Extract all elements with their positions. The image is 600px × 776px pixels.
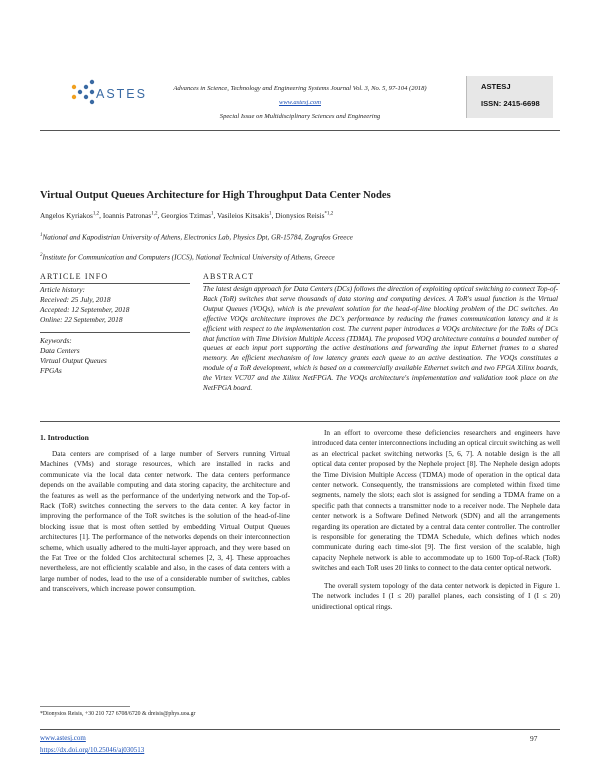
author-affiliation: 1,2 [92, 211, 100, 217]
abstract-rule [203, 283, 560, 284]
author-affiliation: 1 [269, 211, 272, 217]
journal-abbrev: ASTESJ [481, 82, 511, 91]
author-list: Angelos Kyriakos$^{1,2}$, Ioannis Patronas$^{1,2}$, Georgios Tzimas$^1$, Vasileios Kitsakis$^1$, Dionysios Reisis$^{*1,2}$ [40, 211, 334, 220]
footer-url-link[interactable]: www.astesj.com [40, 734, 86, 742]
author-name: Angelos Kyriakos [40, 211, 93, 220]
keyword: Virtual Output Queues [40, 356, 107, 365]
article-info-rule [40, 283, 190, 284]
abstract-text: The latest design approach for Data Centers (DCs) follows the direction of exploiting optical switching to connect Top-of-Rack (ToR) switches that serve thousands of data storing and computing devices. A ToR's usual function is the Virtual Output Queues (VOQs), which is the prevalent solution for the head-of-line blocking problem of the DC switches. An effective VOQs architecture improves the DC's performance by reducing the frames communication latency and it is efficient with respect to the implementation cost. The current paper introduces a VOQs architecture for the ToRs of DCs that function with Time Division Multiple Access (TDMA). The proposed VOQ architecture contains a bounded number of queues at each input port supporting the active destinations and forwarding the input Ethernet frames to a shared memory. An efficient mechanism of low latency grants each queue to an active destination. The VOQs constitutes a module of a ToR development, which is based on a commercially available Ethernet switch and two FPGA Xilinx boards, the Virtex VC707 and the Xilinx NetFPGA. The VOQs architecture's implementation and validation took place on the NetFPGA board. [203, 285, 558, 393]
header-rule [40, 130, 560, 131]
accepted-date: Accepted: 12 September, 2018 [40, 305, 130, 314]
corresponding-author-footnote: *Dionysios Reisis, +30 210 727 6708/6720 & dreisis@phys.uoa.gr [40, 711, 196, 717]
section-heading-introduction: 1. Introduction [40, 433, 89, 442]
journal-url-link[interactable]: www.astesj.com [278, 99, 321, 106]
history-label: Article history: [40, 285, 85, 294]
keywords-block [40, 336, 188, 376]
affiliation-2: $^2$Institute for Communication and Computers (ICCS), National Technical University of Athens, Greece [40, 253, 335, 262]
journal-header [150, 82, 450, 124]
author-name: Ioannis Patronas [102, 211, 152, 220]
issn: ISSN: 2415-6698 [481, 99, 540, 108]
doi-link[interactable]: https://dx.doi.org/10.25046/aj030513 [40, 746, 145, 754]
logo-text: ASTES [96, 87, 147, 101]
author-affiliation: 1 [210, 211, 214, 217]
keywords-label: Keywords: [40, 336, 72, 345]
online-date: Online: 22 September, 2018 [40, 315, 123, 324]
body-paragraph: In an effort to overcome these deficiencies researchers and engineers have introduced data center interconnections including an optical circuit switching as well as an electrical packet switching networks [5, 6, 7]. A notable design is the all optical data center proposed by the Nephele project [8]. The Nephele design adopts the Time Division Multiple Access (TDMA) mode of operation in the optical data center network. Consequently, the transmissions are completed within fixed time segments, namely the slots; each slot is assigned for sending a TDMA frame on a specific path that connects a transmitter node to a receiver node. The Nephele data center network is a Software Defined Network (SDN) and all the arrangements regarding its operation are dictated by a central data center controller. The controller is responsible for generating the TDMA Schedule, which defines which nodes communicate during each time-slot [9]. The first version of the scalable, high capacity Nephele network is able to accommodate up to 1600 Top-of-Rack (ToR) switches and each ToR uses 20 links to connect to the data center optical network. [312, 428, 560, 573]
footnote-rule [40, 706, 130, 707]
author-name: Vasileios Kitsakis [216, 211, 270, 220]
abstract-bottom-rule [40, 421, 560, 422]
abstract-heading: ABSTRACT [203, 272, 255, 281]
author-affiliation: 1,2 [151, 211, 158, 217]
received-date: Received: 25 July, 2018 [40, 295, 111, 304]
author-name: Dionysios Reisis [275, 211, 325, 220]
paper-title: Virtual Output Queues Architecture for High Throughput Data Center Nodes [40, 190, 391, 201]
body-paragraph: The overall system topology of the data center network is depicted in Figure 1. The network includes I (I ≤ 20) parallel planes, each consisting of I (I ≤ 20) unidirectional optical rings. [312, 580, 560, 611]
journal-line: Advances in Science, Technology and Engineering Systems Journal Vol. 3, No. 5, 97-104 (2018) [173, 85, 427, 92]
article-info-heading: ARTICLE INFO [40, 272, 109, 281]
issn-box [466, 76, 553, 118]
footer-rule [40, 729, 560, 730]
keyword: FPGAs [40, 366, 62, 375]
author-affiliation: *1,2 [324, 211, 334, 217]
article-history [40, 285, 188, 325]
keywords-rule [40, 332, 190, 333]
keyword: Data Centers [40, 346, 80, 355]
affiliation-1: $^1$National and Kapodistrian University of Athens, Electronics Lab, Physics Dpt, GR-15784, Zografos Greece [40, 233, 353, 242]
left-column [40, 449, 290, 595]
right-column [312, 428, 560, 612]
special-issue: Special Issue on Multidisciplinary Sciences and Engineering [219, 113, 381, 120]
author-name: Georgios Tzimas [161, 211, 211, 220]
page-number: 97 [530, 734, 538, 743]
body-paragraph: Data centers are comprised of a large number of Servers running Virtual Machines (VMs) and storage resources, which are installed in racks and communicate via the local data center network. The data centers performance depends on the available computing and data storing capacity, the architecture and the features as well as the performance of the underlying network and the Top-of-Rack (ToR) switches connecting the servers to the data center. A key factor in improving the performance of the ToR switches is the solution of the head-of-line blocking issue that is most often settled by embedding Virtual Output Queues architectures [1]. The performance of the networks depends on their interconnection scheme, which usually adhered to the multi-layer approach, and they were based on the Fat Tree or the folded Clos architectural schemes [2, 3, 4]. These approaches nevertheless, are not efficiently scalable and also, in the cases of data centers with a large number of nodes, lead to the use of a considerable number of switches, cables and transceivers, which increase power consumption. [40, 449, 290, 594]
